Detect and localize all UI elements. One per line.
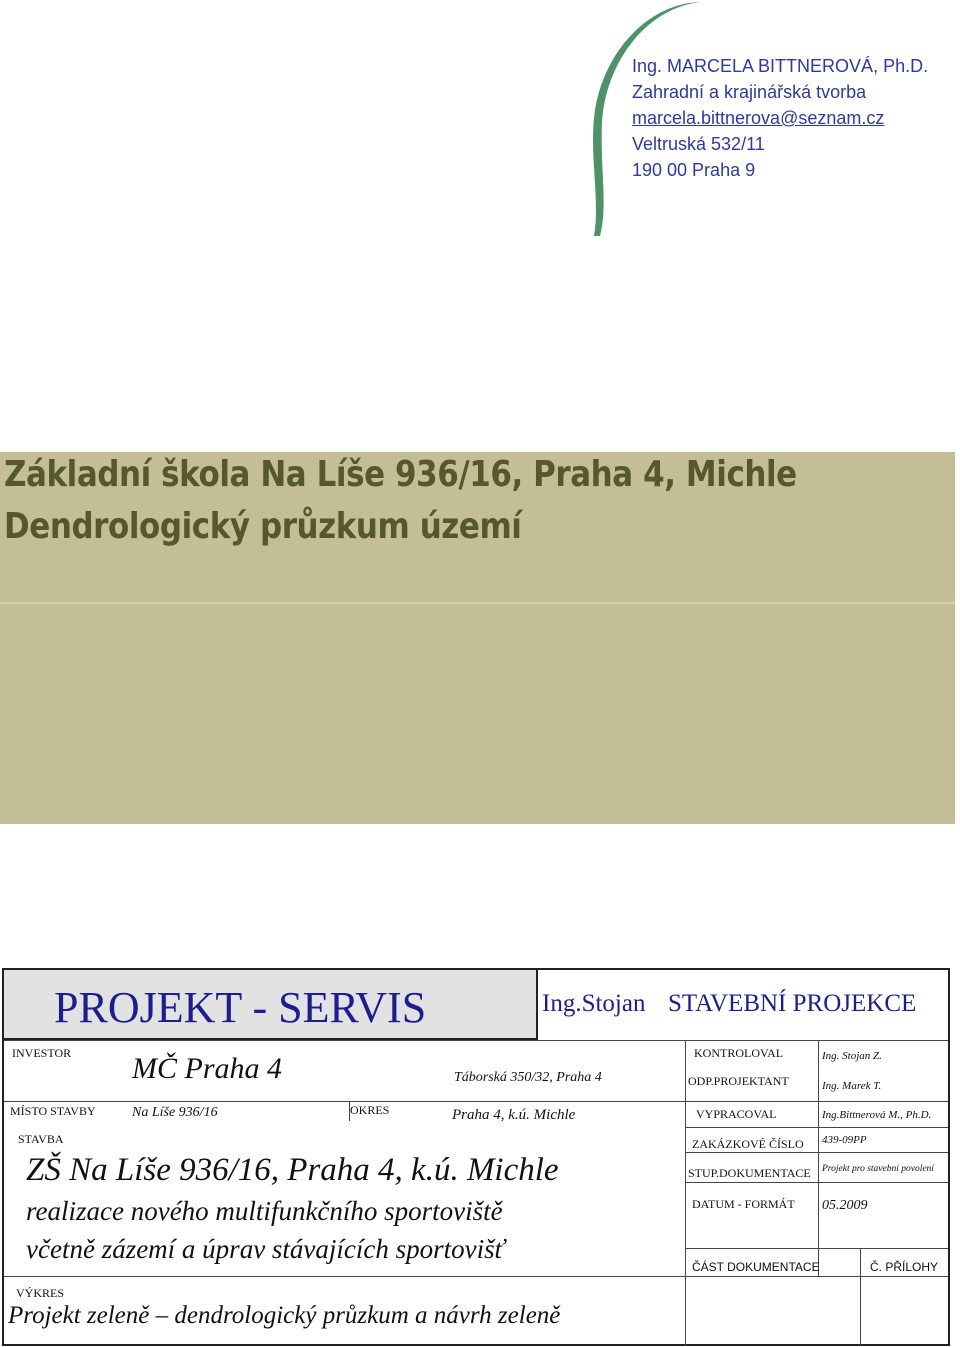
- company-person: Ing.Stojan: [542, 990, 646, 1017]
- title-block: [2, 968, 950, 1346]
- designer-value: Ing. Marek T.: [822, 1080, 882, 1092]
- document-subtitle: Dendrologický průzkum území: [4, 506, 522, 547]
- drawing-value: Projekt zeleně – dendrologický průzkum a návrh zeleně: [8, 1302, 561, 1329]
- divider-line: [4, 1101, 948, 1102]
- company-logo-box: [4, 970, 538, 1040]
- author-profession: Zahradní a krajinářská tvorba: [632, 82, 867, 102]
- author-name: Ing. MARCELA BITTNEROVÁ, Ph.D.: [632, 56, 929, 76]
- designer-label: ODP.PROJEKTANT: [688, 1074, 789, 1088]
- order-label: ZAKÁZKOVÉ ČÍSLO: [692, 1137, 804, 1151]
- author-email-link[interactable]: marcela.bittnerova@seznam.cz: [632, 108, 885, 128]
- district-value: Praha 4, k.ú. Michle: [452, 1107, 576, 1123]
- building-desc-1: realizace nového multifunkčního sportoviště: [26, 1196, 503, 1226]
- investor-value: MČ Praha 4: [132, 1052, 282, 1085]
- annex-label: Č. PŘÍLOHY: [870, 1260, 939, 1274]
- investor-label: INVESTOR: [12, 1046, 72, 1060]
- divider-line: [4, 1040, 948, 1041]
- date-value: 05.2009: [822, 1198, 868, 1213]
- document-title: Základní škola Na Líše 936/16, Praha 4, Michle: [4, 454, 797, 495]
- building-desc-2: včetně zázemí a úprav stávajících sportovišť: [26, 1234, 505, 1264]
- site-value: Na Líše 936/16: [132, 1105, 218, 1120]
- divider-line: [685, 1182, 948, 1183]
- divider-line: [4, 1276, 948, 1277]
- divider-line: [685, 1248, 948, 1249]
- part-label: ČÁST DOKUMENTACE: [692, 1260, 820, 1274]
- investor-address: Táborská 350/32, Praha 4: [454, 1070, 602, 1085]
- divider-line: [685, 1152, 948, 1153]
- building-name: ZŠ Na Líše 936/16, Praha 4, k.ú. Michle: [26, 1152, 559, 1188]
- checked-value: Ing. Stojan Z.: [822, 1050, 882, 1062]
- company-name: PROJEKT - SERVIS: [54, 983, 427, 1032]
- band-divider: [0, 602, 955, 604]
- order-value: 439-09PP: [822, 1134, 867, 1146]
- date-label: DATUM - FORMÁT: [692, 1197, 795, 1211]
- divider-line: [685, 1040, 686, 1346]
- prepared-value: Ing.Bittnerová M., Ph.D.: [822, 1109, 932, 1121]
- divider-line: [685, 1127, 948, 1128]
- district-label: OKRES: [350, 1103, 390, 1117]
- author-city: 190 00 Praha 9: [632, 160, 756, 180]
- building-label: STAVBA: [18, 1132, 64, 1146]
- stage-value: Projekt pro stavební povolení: [822, 1164, 934, 1174]
- stage-label: STUP.DOKUMENTACE: [688, 1166, 811, 1180]
- site-label: MÍSTO STAVBY: [10, 1104, 96, 1118]
- company-service: STAVEBNÍ PROJEKCE: [668, 990, 917, 1017]
- checked-label: KONTROLOVAL: [694, 1046, 784, 1060]
- divider-line: [860, 1248, 861, 1346]
- author-street: Veltruská 532/11: [632, 134, 765, 154]
- divider-line: [818, 1040, 819, 1276]
- drawing-label: VÝKRES: [16, 1286, 65, 1300]
- prepared-label: VYPRACOVAL: [696, 1107, 777, 1121]
